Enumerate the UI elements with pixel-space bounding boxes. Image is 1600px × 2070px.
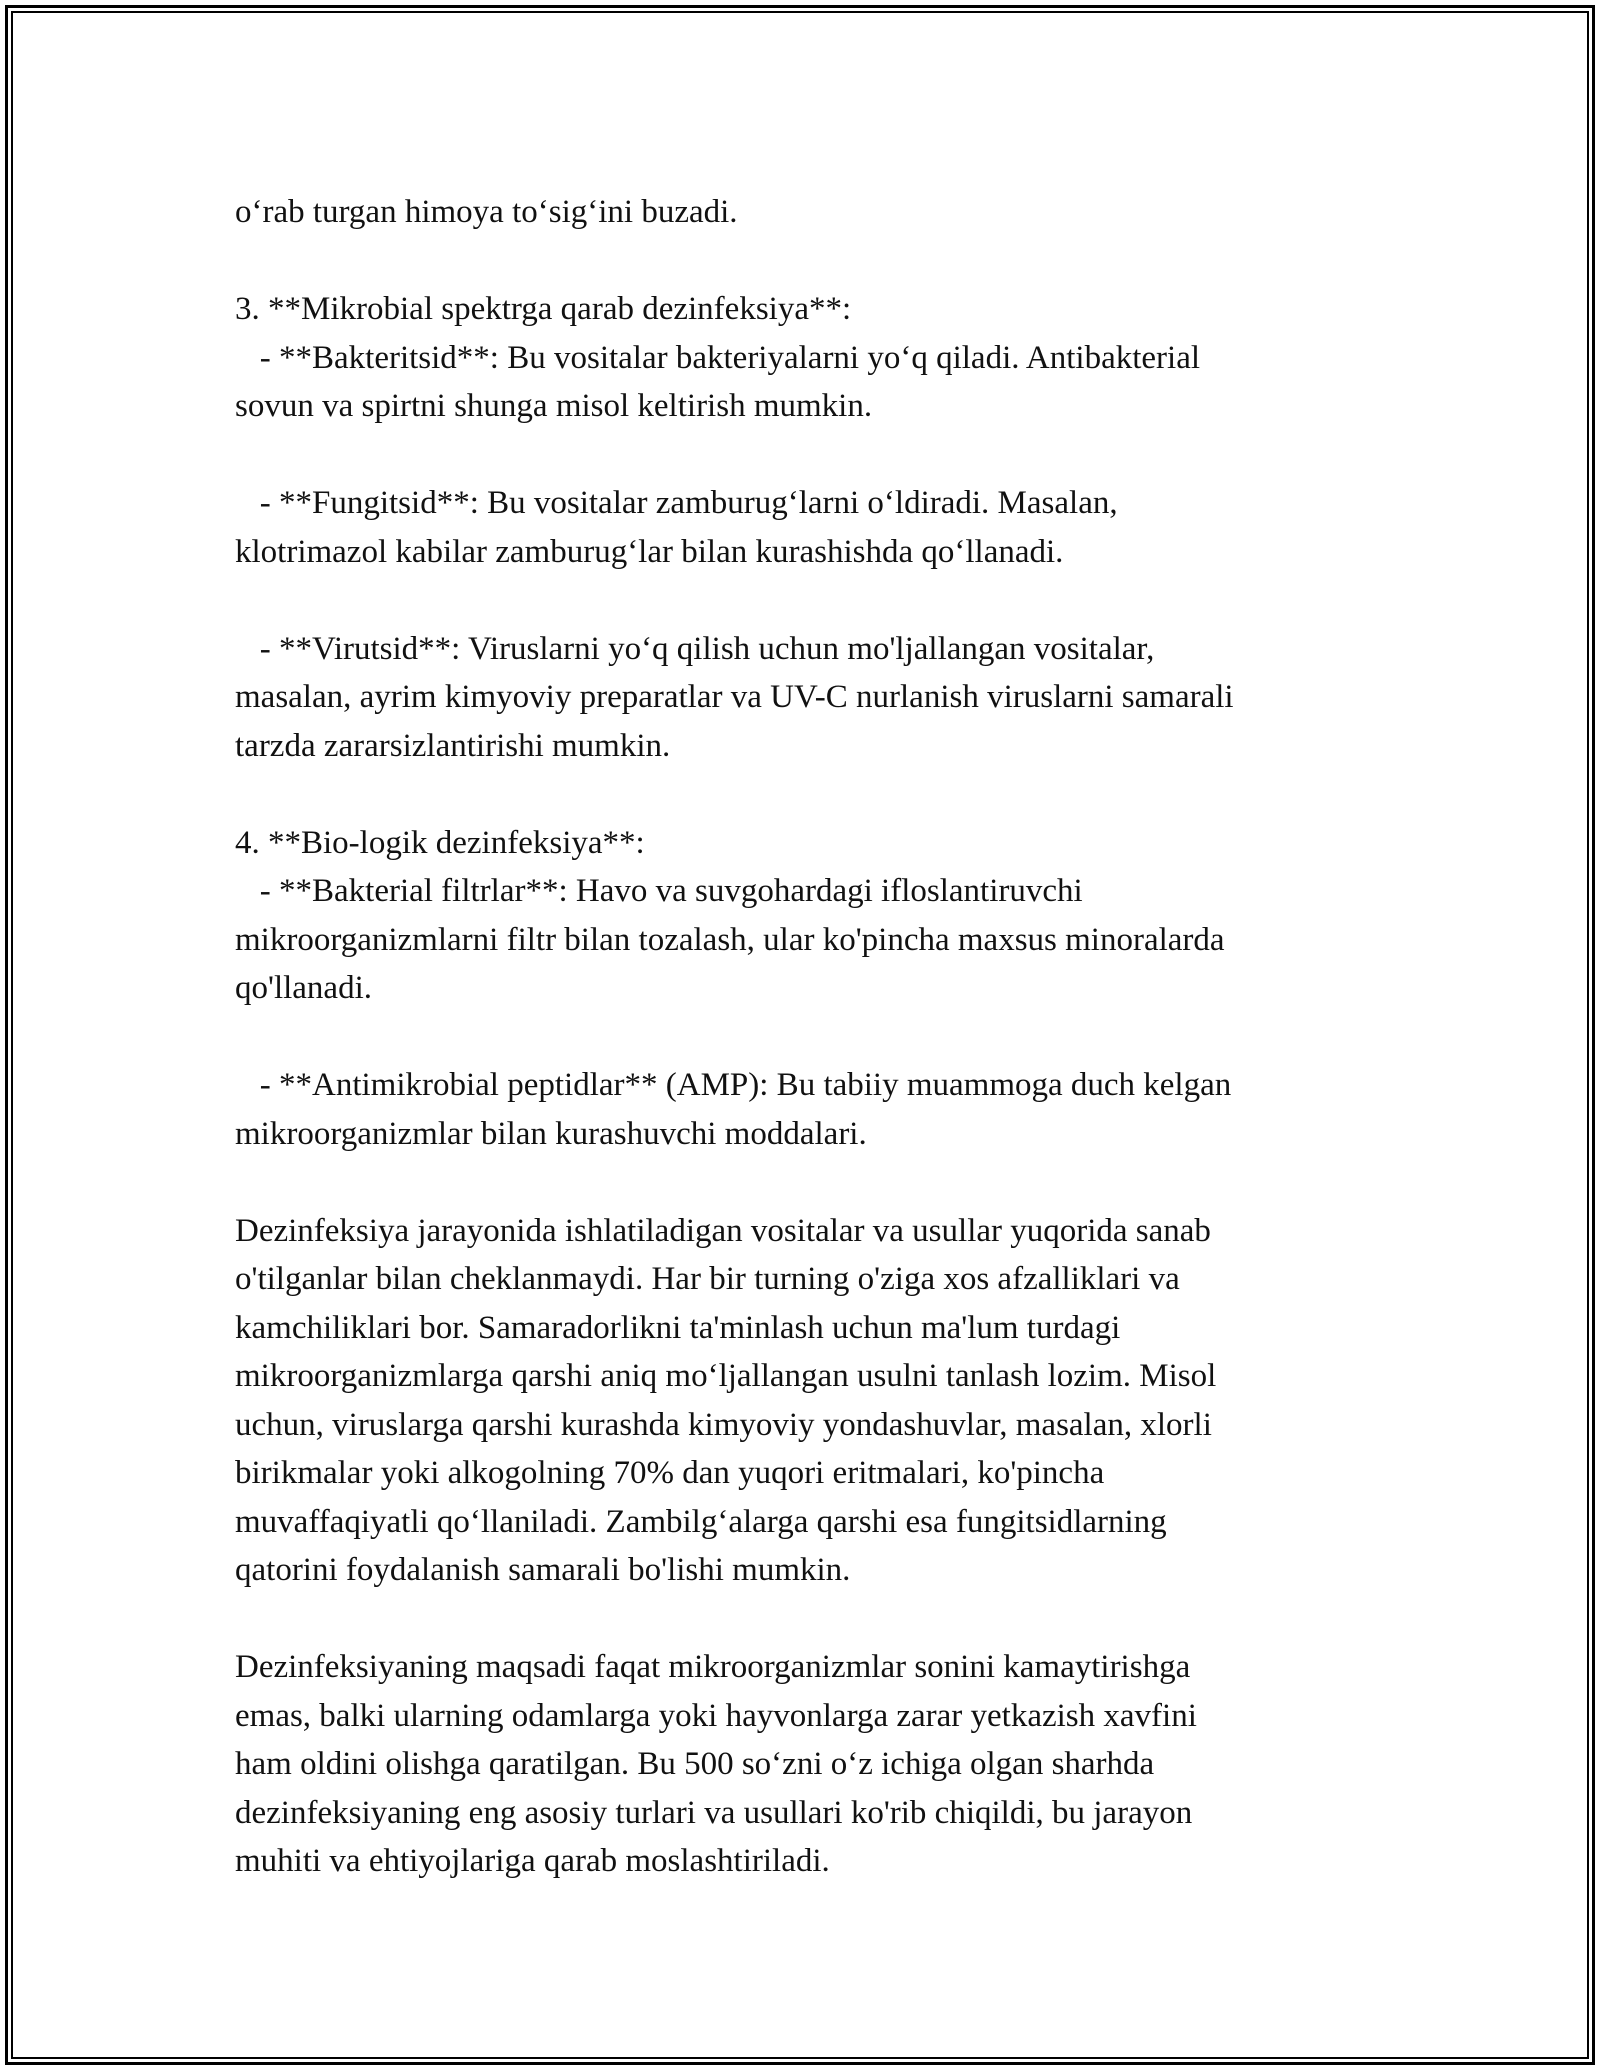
text-line: muhiti va ehtiyojlariga qarab moslashtiriladi. [235, 1843, 830, 1879]
paragraph [235, 188, 1375, 237]
text-line: klotrimazol kabilar zamburug‘lar bilan kurashishda qo‘llanadi. [235, 533, 1064, 570]
text-line: - **Fungitsid**: Bu vositalar zamburug‘larni o‘ldiradi. Masalan, [235, 485, 1118, 521]
text-line: - **Bakterial filtrlar**: Havo va suvgohardagi ifloslantiruvchi [235, 873, 1083, 909]
text-line: uchun, viruslarga qarshi kurashda kimyoviy yondashuvlar, masalan, xlorli [235, 1406, 1212, 1443]
text-line: dezinfeksiyaning eng asosiy turlari va usullari ko'rib chiqildi, bu jarayon [235, 1794, 1193, 1831]
text-line: 4. **Bio-logik dezinfeksiya**: [235, 824, 645, 861]
paragraph [235, 1643, 1375, 1886]
text-line: birikmalar yoki alkogolning 70% dan yuqori eritmalari, ko'pincha [235, 1455, 1105, 1491]
text-line: mikroorganizmlarga qarshi aniq mo‘ljallangan usulni tanlash lozim. Misol [235, 1358, 1217, 1394]
paragraph-gap [235, 1595, 1375, 1644]
text-line: mikroorganizmlarni filtr bilan tozalash, ular ko'pincha maxsus minoralarda [235, 921, 1225, 958]
text-line: o'tilganlar bilan cheklanmaydi. Har bir turning o'ziga xos afzalliklari va [235, 1261, 1180, 1297]
text-line: qatorini foydalanish samarali bo'lishi mumkin. [235, 1552, 851, 1588]
paragraph [235, 1061, 1375, 1158]
text-line: muvaffaqiyatli qo‘llaniladi. Zambilg‘alarga qarshi esa fungitsidlarning [235, 1503, 1167, 1540]
text-line: Dezinfeksiyaning maqsadi faqat mikroorganizmlar sonini kamaytirishga [235, 1649, 1191, 1685]
text-line: - **Antimikrobial peptidlar** (AMP): Bu tabiiy muammoga duch kelgan [235, 1067, 1232, 1103]
text-line: tarzda zararsizlantirishi mumkin. [235, 727, 671, 764]
paragraph [235, 479, 1375, 576]
text-line: mikroorganizmlar bilan kurashuvchi moddalari. [235, 1115, 867, 1152]
text-line: - **Virutsid**: Viruslarni yo‘q qilish uchun mo'ljallangan vositalar, [235, 630, 1155, 667]
paragraph-gap [235, 431, 1375, 480]
text-line: kamchiliklari bor. Samaradorlikni ta'minlash uchun ma'lum turdagi [235, 1309, 1121, 1346]
paragraph-gap [235, 1013, 1375, 1062]
paragraph [235, 285, 1375, 431]
paragraph-gap [235, 770, 1375, 819]
paragraph-gap [235, 576, 1375, 625]
text-line: sovun va spirtni shunga misol keltirish mumkin. [235, 388, 873, 424]
paragraph-gap [235, 237, 1375, 286]
text-line: - **Bakteritsid**: Bu vositalar bakteriyalarni yo‘q qiladi. Antibakterial [235, 339, 1201, 376]
text-line: emas, balki ularning odamlarga yoki hayvonlarga zarar yetkazish xavfini [235, 1697, 1197, 1734]
paragraph [235, 819, 1375, 1013]
text-line: qo'llanadi. [235, 970, 372, 1006]
paragraph-gap [235, 1158, 1375, 1207]
paragraph [235, 625, 1375, 771]
document-body [235, 188, 1375, 1886]
paragraph [235, 1207, 1375, 1595]
text-line: Dezinfeksiya jarayonida ishlatiladigan vositalar va usullar yuqorida sanab [235, 1212, 1211, 1249]
text-line: ham oldini olishga qaratilgan. Bu 500 so‘zni o‘z ichiga olgan sharhda [235, 1746, 1155, 1782]
text-line: o‘rab turgan himoya to‘sig‘ini buzadi. [235, 194, 738, 230]
text-line: masalan, ayrim kimyoviy preparatlar va UV-C nurlanish viruslarni samarali [235, 679, 1234, 715]
text-line: 3. **Mikrobial spektrga qarab dezinfeksiya**: [235, 291, 852, 327]
